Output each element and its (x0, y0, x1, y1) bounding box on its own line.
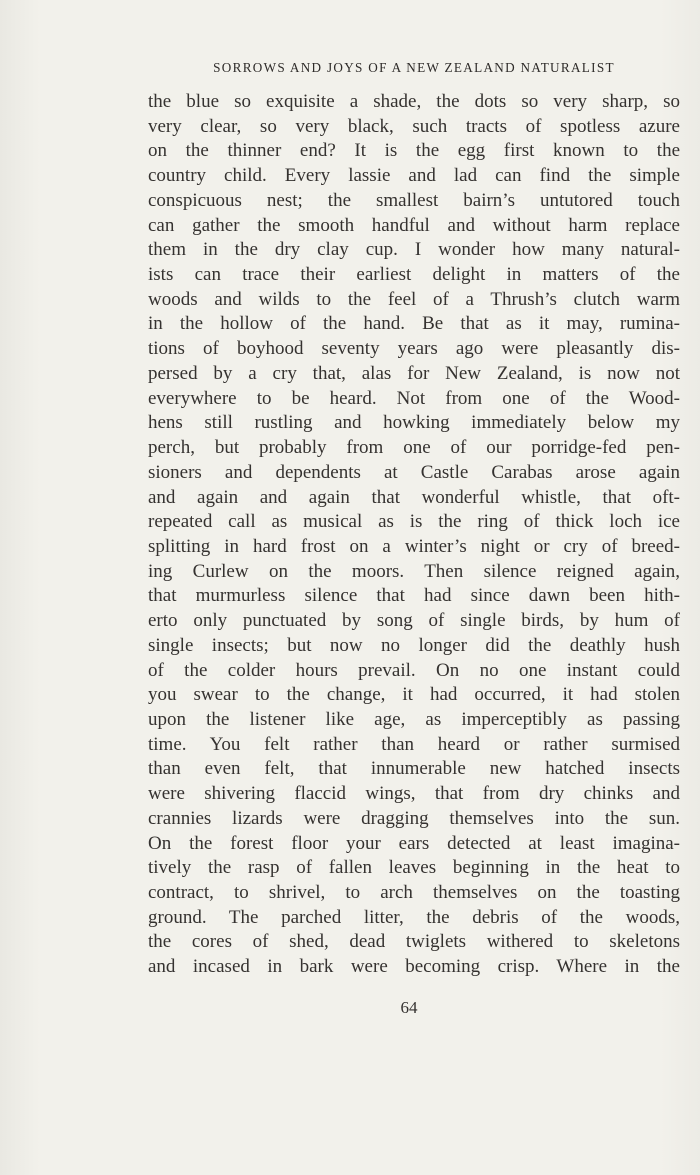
text-line: country child. Every lassie and lad can find the simple (148, 165, 680, 187)
text-line: repeated call as musical as is the ring of thick loch ice (148, 511, 680, 533)
text-line: sioners and dependents at Castle Carabas arose again (148, 461, 680, 483)
text-line: time. You felt rather than heard or rather surmised (148, 733, 680, 755)
text-line: woods and wilds to the feel of a Thrush’s clutch warm (148, 288, 680, 310)
text-line: were shivering flaccid wings, that from dry chinks and (148, 783, 680, 805)
text-line: ground. The parched litter, the debris of the woods, (148, 906, 680, 928)
text-line: in the hollow of the hand. Be that as it may, rumina- (148, 313, 680, 335)
text-line: than even felt, that innumerable new hatched insects (148, 758, 680, 780)
text-line: erto only punctuated by song of single birds, by hum of (148, 610, 680, 632)
body-text (148, 90, 680, 980)
text-line: the blue so exquisite a shade, the dots so very sharp, so (148, 91, 680, 112)
text-line: can gather the smooth handful and without harm replace (148, 214, 680, 236)
text-line: On the forest floor your ears detected at least imagina- (148, 832, 680, 854)
text-line: that murmurless silence that had since dawn been hith- (148, 585, 680, 607)
text-line: splitting in hard frost on a winter’s night or cry of breed- (148, 535, 680, 557)
text-line: everywhere to be heard. Not from one of the Wood- (148, 387, 680, 409)
page-number: 64 (400, 998, 418, 1017)
text-line: and again and again that wonderful whistle, that oft- (148, 486, 680, 508)
text-line: of the colder hours prevail. On no one instant could (148, 659, 680, 681)
text-line: tively the rasp of fallen leaves beginning in the heat to (148, 857, 680, 879)
text-line: tions of boyhood seventy years ago were pleasantly dis- (148, 338, 680, 360)
text-line: persed by a cry that, alas for New Zealand, is now not (148, 362, 680, 384)
text-line: hens still rustling and howking immediately below my (148, 412, 680, 434)
text-line: single insects; but now no longer did the deathly hush (148, 634, 680, 656)
text-line: conspicuous nest; the smallest bairn’s untutored touch (148, 189, 680, 211)
text-line: ists can trace their earliest delight in matters of the (148, 264, 680, 286)
text-line: upon the listener like age, as imperceptibly as passing (148, 708, 680, 730)
text-line: on the thinner end? It is the egg first known to the (148, 140, 680, 162)
text-line: them in the dry clay cup. I wonder how many natural- (148, 239, 680, 261)
text-line: ing Curlew on the moors. Then silence reigned again, (148, 560, 680, 582)
text-line: crannies lizards were dragging themselves into the sun. (148, 807, 680, 829)
text-line: perch, but probably from one of our porridge-fed pen- (148, 437, 680, 459)
text-line: contract, to shrivel, to arch themselves on the toasting (148, 882, 680, 903)
running-head: SORROWS AND JOYS OF A NEW ZEALAND NATURALIST (213, 60, 615, 75)
text-line: and incased in bark were becoming crisp. Where in the (148, 956, 680, 978)
text-line: the cores of shed, dead twiglets withered to skeletons (148, 931, 680, 953)
text-line: you swear to the change, it had occurred, it had stolen (148, 684, 680, 706)
text-line: very clear, so very black, such tracts of spotless azure (148, 115, 680, 137)
